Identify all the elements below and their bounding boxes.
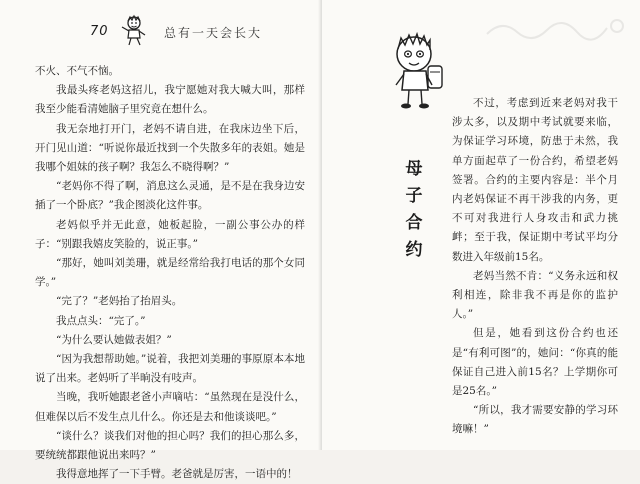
- chapter-title-char: 子: [405, 186, 423, 206]
- chapter-title: [392, 156, 436, 264]
- right-page: [322, 0, 640, 450]
- boy-with-backpack-illustration: [382, 30, 452, 112]
- chapter-title-char: 母: [405, 159, 423, 179]
- paragraph: 但是，她看到这份合约也还是“有利可图”的，她问：“你真的能保证自己进入前15名？上学期你可是25名。”: [452, 327, 618, 398]
- paragraph: 我最头疼老妈这招儿，我宁愿她对我大喊大叫，那样我至少能看清她脑子里究竟在想什么。: [35, 84, 305, 116]
- paragraph: “因为我想帮助她。”说着，我把刘美珊的事原原本本地说了出来。老妈听了半晌没有吱声。: [35, 353, 305, 385]
- right-body-text: [452, 94, 618, 440]
- chapter-title-char: 合: [405, 213, 423, 233]
- paragraph: 老妈当然不肯：“义务永远和权利相连，除非我不再是你的监护人。”: [452, 269, 618, 321]
- paragraph: 我点点头：“完了。”: [56, 314, 146, 327]
- paragraph: 我得意地挥了一下手臂。老爸就是厉害，一语中的！: [56, 468, 298, 481]
- paragraph: 不过，考虑到近来老妈对我干涉太多，以及期中考试就要来临，为保证学习环境，防患于未然，我单方面起草了一份合约，希望老妈签署。合约的主要内容是：半个月内老妈保证不再干涉我的内务，更不可对我进行人身攻击和武力挑衅；至于我，保证期中考试平均分数进入年级前15名。: [452, 97, 618, 263]
- paragraph: 当晚，我听她跟老爸小声嘀咕：“虽然现在是没什么，但难保以后不发生点儿什么。你还是去和他谈谈吧。”: [35, 391, 305, 423]
- paragraph: “那好，她叫刘美珊，就是经常给我打电话的那个女同学。”: [35, 257, 305, 289]
- paragraph: “谈什么？谈我们对他的担心吗？我们的担心那么多，要统统都跟他说出来吗？”: [35, 429, 305, 462]
- page-number: 70: [90, 24, 109, 39]
- kid-icon: [118, 14, 150, 46]
- paragraph: 不火、不气不恼。: [35, 65, 119, 77]
- page-header: [60, 14, 300, 46]
- running-title: 总有一天会长大: [164, 26, 263, 40]
- chapter-title-char: 约: [405, 240, 423, 260]
- left-body-text: [35, 62, 305, 484]
- paragraph: 我无奈地打开门，老妈不请自进，在我床边坐下后，开门见山道：“听说你最近找到一个失散多年的表姐。她是我哪个姐妹的孩子啊？我怎么不晓得啊？”: [35, 122, 305, 174]
- paragraph: “老妈你不得了啊，消息这么灵通，是不是在我身边安插了一个卧底？”我企图淡化这件事。: [35, 180, 305, 212]
- paragraph: 老妈似乎并无此意，她板起脸，一副公事公办的样子：“别跟我嬉皮笑脸的，说正事。”: [35, 218, 305, 250]
- paragraph: “完了？”老妈抬了抬眉头。: [56, 295, 183, 308]
- watermark-decoration: [482, 14, 632, 44]
- paragraph: “为什么要认她做表姐？”: [56, 333, 172, 346]
- paragraph: “所以，我才需要安静的学习环境嘛！”: [452, 404, 618, 436]
